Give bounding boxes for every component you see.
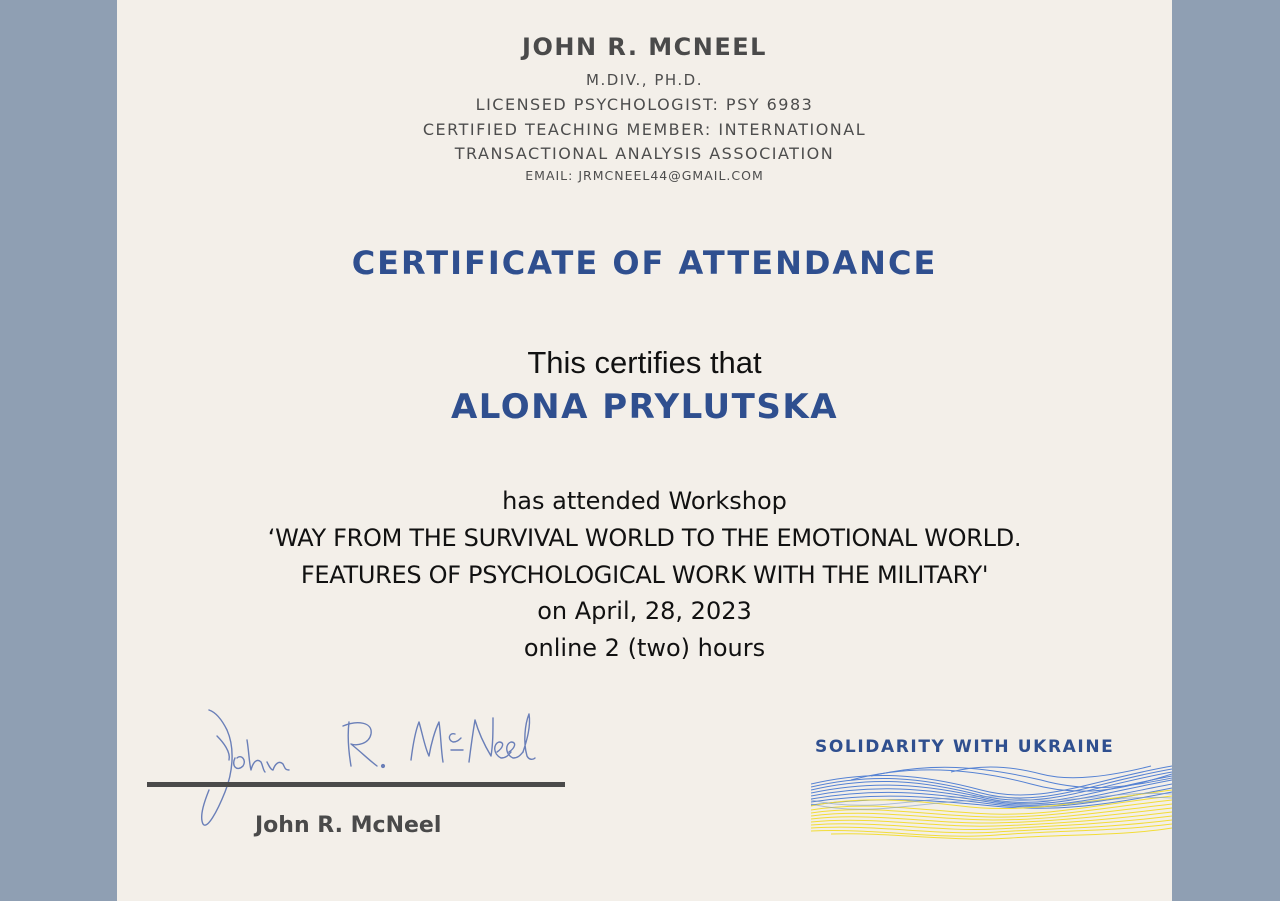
workshop-duration: online 2 (two) hours	[523, 634, 766, 662]
solidarity-text: SOLIDARITY WITH UKRAINE	[815, 737, 1115, 757]
issuer-license: LICENSED PSYCHOLOGIST: PSY 6983	[475, 95, 814, 114]
workshop-title-line-2: FEATURES OF PSYCHOLOGICAL WORK WITH THE MILITARY'	[300, 561, 989, 589]
issuer-degrees: M.DIV., PH.D.	[586, 71, 703, 89]
workshop-title-line-1: ‘WAY FROM THE SURVIVAL WORLD TO THE EMOTIONAL WORLD.	[267, 524, 1022, 552]
certifies-text: This certifies that	[527, 345, 762, 380]
workshop-date: on April, 28, 2023	[537, 597, 752, 625]
recipient-name: ALONA PRYLUTSKA	[450, 387, 839, 427]
issuer-email: EMAIL: JRMCNEEL44@GMAIL.COM	[525, 168, 764, 183]
issuer-name: JOHN R. MCNEEL	[522, 33, 767, 61]
issuer-membership-line-1: CERTIFIED TEACHING MEMBER: INTERNATIONAL	[422, 120, 867, 139]
attended-line: has attended Workshop	[502, 487, 787, 515]
certificate-title: CERTIFICATE OF ATTENDANCE	[351, 244, 938, 282]
ukraine-flag-wave-icon	[811, 760, 1172, 842]
signer-name: John R. McNeel	[255, 813, 442, 838]
signature-line	[147, 782, 565, 787]
issuer-membership-line-2: TRANSACTIONAL ANALYSIS ASSOCIATION	[454, 144, 835, 163]
certificate-page	[117, 0, 1172, 901]
